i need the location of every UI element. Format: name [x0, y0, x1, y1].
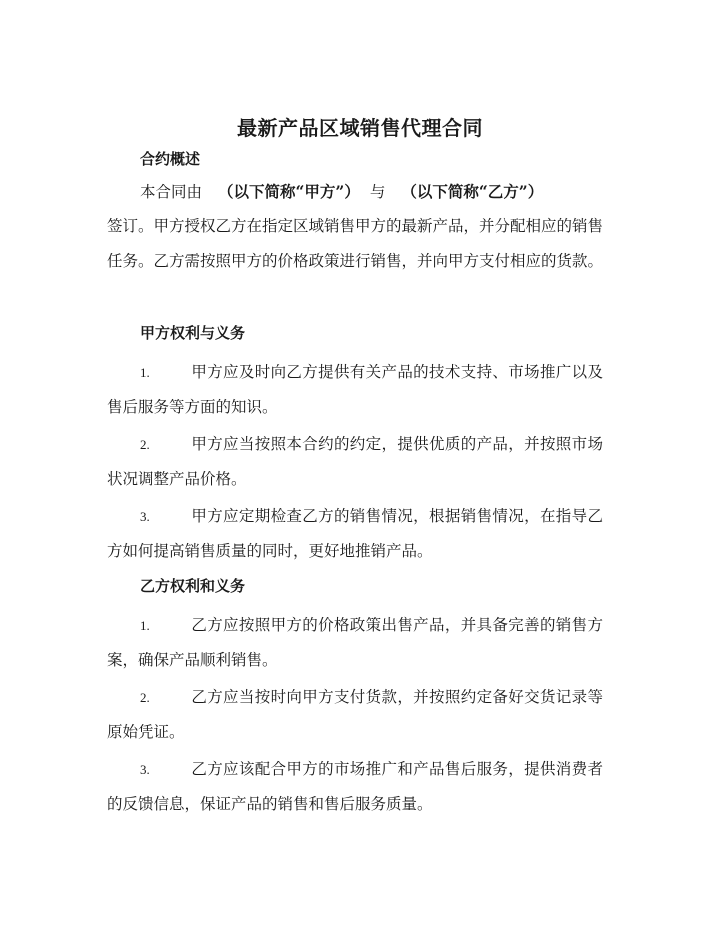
item-number: 3.: [140, 509, 150, 524]
party-a-item: [107, 427, 603, 497]
item-number: 1.: [140, 365, 150, 380]
item-text: 甲方应定期检查乙方的销售情况，根据销售情况，在指导乙方如何提高销售质量的同时，更好地推销产品。: [107, 507, 603, 560]
party-b-heading: 乙方权利和义务: [140, 577, 246, 595]
party-a-item: [107, 499, 603, 569]
item-text: 甲方应及时向乙方提供有关产品的技术支持、市场推广以及售后服务等方面的知识。: [107, 363, 603, 416]
party-b-item: [107, 608, 603, 678]
overview-heading: 合约概述: [140, 150, 201, 168]
item-text: 甲方应当按照本合约的约定，提供优质的产品，并按照市场状况调整产品价格。: [107, 435, 603, 488]
party-a-item: [107, 355, 603, 425]
item-number: 2.: [140, 437, 150, 452]
party-b-item: [107, 752, 603, 822]
overview-prefix: 本合同由: [140, 183, 203, 201]
item-number: 2.: [140, 690, 150, 705]
party-b-item: [107, 680, 603, 750]
item-text: 乙方应当按时向甲方支付货款，并按照约定备好交货记录等原始凭证。: [107, 688, 603, 741]
item-text: 乙方应该配合甲方的市场推广和产品售后服务，提供消费者的反馈信息，保证产品的销售和售后服务质量。: [107, 760, 603, 813]
party-b-reference: （以下简称“乙方”）: [401, 182, 544, 201]
item-text: 乙方应按照甲方的价格政策出售产品，并具备完善的销售方案，确保产品顺利销售。: [107, 616, 603, 669]
overview-first-line: [140, 180, 543, 202]
item-number: 3.: [140, 762, 150, 777]
overview-connector: 与: [369, 183, 386, 201]
party-a-heading: 甲方权利与义务: [140, 324, 246, 342]
document-title: 最新产品区域销售代理合同: [237, 116, 483, 140]
party-a-reference: （以下简称“甲方”）: [218, 182, 360, 201]
item-number: 1.: [140, 618, 150, 633]
overview-body: 签订。甲方授权乙方在指定区域销售甲方的最新产品，并分配相应的销售任务。乙方需按照甲方的价格政策进行销售，并向甲方支付相应的货款。: [107, 217, 604, 270]
